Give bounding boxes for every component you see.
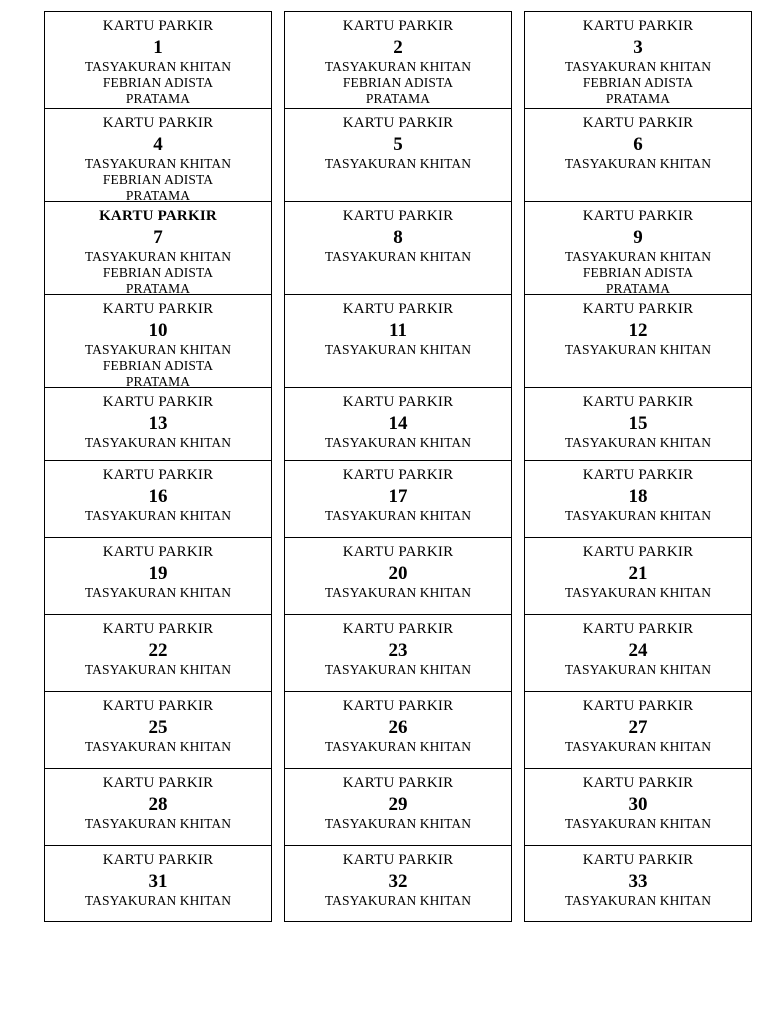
card-event-line: TASYAKURAN KHITAN [324, 435, 472, 450]
card-title: KARTU PARKIR [582, 467, 694, 483]
card-title: KARTU PARKIR [342, 208, 454, 224]
card-event-line: TASYAKURAN KHITAN [564, 156, 712, 171]
card-event-line: TASYAKURAN KHITAN [84, 156, 232, 171]
card-event-line: PRATAMA [125, 374, 191, 387]
card-column-middle [284, 11, 512, 922]
card-event-line: FEBRIAN ADISTA [582, 75, 694, 90]
card-event-line: TASYAKURAN KHITAN [84, 249, 232, 264]
parking-card [285, 614, 511, 691]
card-number: 28 [148, 794, 168, 815]
card-event-line: FEBRIAN ADISTA [102, 358, 214, 373]
card-number: 25 [148, 717, 168, 738]
card-event-line: PRATAMA [125, 281, 191, 294]
card-number: 22 [148, 640, 168, 661]
card-event-line: TASYAKURAN KHITAN [564, 893, 712, 908]
card-event-text [525, 342, 751, 358]
card-title: KARTU PARKIR [102, 621, 214, 637]
parking-card [285, 108, 511, 201]
card-event-line: TASYAKURAN KHITAN [84, 508, 232, 523]
parking-card [45, 614, 271, 691]
card-number: 7 [153, 227, 163, 248]
card-event-text [45, 342, 271, 387]
parking-card [285, 201, 511, 294]
card-title: KARTU PARKIR [99, 208, 217, 224]
card-event-text [525, 739, 751, 755]
parking-card [45, 845, 271, 921]
card-title: KARTU PARKIR [582, 544, 694, 560]
card-number: 4 [153, 134, 163, 155]
card-title: KARTU PARKIR [582, 698, 694, 714]
parking-card [45, 537, 271, 614]
card-column-left [44, 11, 272, 922]
card-event-text [525, 816, 751, 832]
card-event-line: TASYAKURAN KHITAN [84, 816, 232, 831]
parking-card [285, 768, 511, 845]
card-event-text [285, 508, 511, 524]
card-number: 2 [393, 37, 403, 58]
card-number: 16 [148, 486, 168, 507]
parking-card [525, 460, 751, 537]
card-event-line: TASYAKURAN KHITAN [564, 662, 712, 677]
parking-card [525, 387, 751, 460]
parking-card [285, 460, 511, 537]
parking-card [525, 691, 751, 768]
card-number: 32 [388, 871, 408, 892]
card-number: 30 [628, 794, 648, 815]
card-title: KARTU PARKIR [102, 394, 214, 410]
card-event-text [45, 156, 271, 201]
card-event-text [45, 59, 271, 107]
card-title: KARTU PARKIR [342, 852, 454, 868]
card-event-text [525, 156, 751, 172]
card-title: KARTU PARKIR [102, 18, 214, 34]
card-event-text [45, 816, 271, 832]
card-title: KARTU PARKIR [582, 18, 694, 34]
card-title: KARTU PARKIR [582, 852, 694, 868]
parking-card [45, 108, 271, 201]
card-event-line: TASYAKURAN KHITAN [324, 59, 472, 74]
card-number: 9 [633, 227, 643, 248]
card-event-text [525, 249, 751, 294]
card-event-line: PRATAMA [125, 91, 191, 106]
card-title: KARTU PARKIR [342, 775, 454, 791]
card-event-text [285, 156, 511, 172]
card-title: KARTU PARKIR [582, 301, 694, 317]
card-event-line: FEBRIAN ADISTA [582, 265, 694, 280]
card-number: 1 [153, 37, 163, 58]
card-number: 23 [388, 640, 408, 661]
parking-card [45, 201, 271, 294]
card-number: 20 [388, 563, 408, 584]
parking-card [45, 460, 271, 537]
parking-card [525, 108, 751, 201]
card-title: KARTU PARKIR [102, 301, 214, 317]
card-title: KARTU PARKIR [342, 301, 454, 317]
card-title: KARTU PARKIR [102, 852, 214, 868]
card-event-text [45, 662, 271, 678]
card-title: KARTU PARKIR [102, 698, 214, 714]
card-event-line: TASYAKURAN KHITAN [324, 816, 472, 831]
card-event-line: TASYAKURAN KHITAN [324, 249, 472, 264]
card-number: 33 [628, 871, 648, 892]
card-number: 24 [628, 640, 648, 661]
parking-card [525, 12, 751, 108]
card-event-text [45, 508, 271, 524]
card-number: 13 [148, 413, 168, 434]
card-event-text [285, 585, 511, 601]
card-event-text [285, 342, 511, 358]
card-event-line: PRATAMA [605, 91, 671, 106]
card-column-right [524, 11, 752, 922]
card-event-text [525, 893, 751, 909]
card-event-line: TASYAKURAN KHITAN [564, 435, 712, 450]
card-event-line: PRATAMA [125, 188, 191, 201]
card-number: 17 [388, 486, 408, 507]
card-event-line: TASYAKURAN KHITAN [324, 739, 472, 754]
card-number: 15 [628, 413, 648, 434]
card-event-line: TASYAKURAN KHITAN [324, 156, 472, 171]
card-event-text [525, 59, 751, 107]
card-event-line: TASYAKURAN KHITAN [84, 585, 232, 600]
parking-card [285, 691, 511, 768]
card-event-line: TASYAKURAN KHITAN [84, 342, 232, 357]
card-event-line: TASYAKURAN KHITAN [564, 816, 712, 831]
card-title: KARTU PARKIR [342, 467, 454, 483]
parking-card [525, 294, 751, 387]
card-title: KARTU PARKIR [582, 775, 694, 791]
parking-card [525, 845, 751, 921]
card-title: KARTU PARKIR [342, 18, 454, 34]
card-event-line: FEBRIAN ADISTA [102, 75, 214, 90]
card-event-line: TASYAKURAN KHITAN [564, 585, 712, 600]
card-event-text [525, 435, 751, 451]
card-number: 12 [628, 320, 648, 341]
card-number: 3 [633, 37, 643, 58]
card-event-line: TASYAKURAN KHITAN [84, 662, 232, 677]
card-event-line: TASYAKURAN KHITAN [84, 893, 232, 908]
card-number: 6 [633, 134, 643, 155]
card-event-line: TASYAKURAN KHITAN [324, 893, 472, 908]
card-event-text [285, 662, 511, 678]
card-event-line: FEBRIAN ADISTA [342, 75, 454, 90]
parking-card [45, 768, 271, 845]
card-title: KARTU PARKIR [102, 115, 214, 131]
parking-card [285, 845, 511, 921]
parking-card [285, 294, 511, 387]
card-title: KARTU PARKIR [582, 115, 694, 131]
card-event-text [525, 508, 751, 524]
card-number: 10 [148, 320, 168, 341]
card-title: KARTU PARKIR [342, 394, 454, 410]
card-title: KARTU PARKIR [342, 544, 454, 560]
card-event-line: FEBRIAN ADISTA [102, 172, 214, 187]
card-event-line: TASYAKURAN KHITAN [324, 585, 472, 600]
card-event-text [285, 249, 511, 265]
card-event-line: TASYAKURAN KHITAN [84, 435, 232, 450]
card-title: KARTU PARKIR [582, 394, 694, 410]
parking-card [45, 12, 271, 108]
card-event-text [285, 435, 511, 451]
card-event-line: FEBRIAN ADISTA [102, 265, 214, 280]
card-number: 27 [628, 717, 648, 738]
card-event-line: TASYAKURAN KHITAN [564, 59, 712, 74]
card-event-text [285, 739, 511, 755]
card-event-text [45, 435, 271, 451]
parking-card [525, 768, 751, 845]
card-title: KARTU PARKIR [582, 208, 694, 224]
card-title: KARTU PARKIR [582, 621, 694, 637]
card-title: KARTU PARKIR [102, 467, 214, 483]
card-number: 14 [388, 413, 408, 434]
card-number: 11 [389, 320, 407, 341]
card-event-text [45, 893, 271, 909]
parking-card [45, 691, 271, 768]
card-event-text [285, 893, 511, 909]
card-title: KARTU PARKIR [102, 775, 214, 791]
card-number: 8 [393, 227, 403, 248]
card-event-text [285, 59, 511, 107]
parking-card [285, 12, 511, 108]
card-event-line: TASYAKURAN KHITAN [84, 739, 232, 754]
parking-card [285, 537, 511, 614]
card-event-line: TASYAKURAN KHITAN [324, 508, 472, 523]
parking-card [45, 387, 271, 460]
card-event-line: PRATAMA [365, 91, 431, 106]
card-title: KARTU PARKIR [342, 621, 454, 637]
card-number: 31 [148, 871, 168, 892]
card-event-text [45, 249, 271, 294]
card-title: KARTU PARKIR [342, 115, 454, 131]
card-event-line: TASYAKURAN KHITAN [564, 249, 712, 264]
card-number: 5 [393, 134, 403, 155]
parking-card [525, 614, 751, 691]
card-event-line: TASYAKURAN KHITAN [564, 739, 712, 754]
card-event-text [525, 585, 751, 601]
card-event-line: TASYAKURAN KHITAN [564, 342, 712, 357]
card-event-line: TASYAKURAN KHITAN [324, 342, 472, 357]
card-title: KARTU PARKIR [342, 698, 454, 714]
parking-card [525, 537, 751, 614]
card-number: 26 [388, 717, 408, 738]
card-title: KARTU PARKIR [102, 544, 214, 560]
card-number: 21 [628, 563, 648, 584]
card-number: 19 [148, 563, 168, 584]
card-event-line: TASYAKURAN KHITAN [84, 59, 232, 74]
parking-card [285, 387, 511, 460]
card-event-line: PRATAMA [605, 281, 671, 294]
card-event-text [45, 585, 271, 601]
card-event-line: TASYAKURAN KHITAN [564, 508, 712, 523]
card-number: 18 [628, 486, 648, 507]
card-event-text [45, 739, 271, 755]
parking-card [525, 201, 751, 294]
parking-card [45, 294, 271, 387]
card-event-line: TASYAKURAN KHITAN [324, 662, 472, 677]
card-number: 29 [388, 794, 408, 815]
card-event-text [525, 662, 751, 678]
card-event-text [285, 816, 511, 832]
